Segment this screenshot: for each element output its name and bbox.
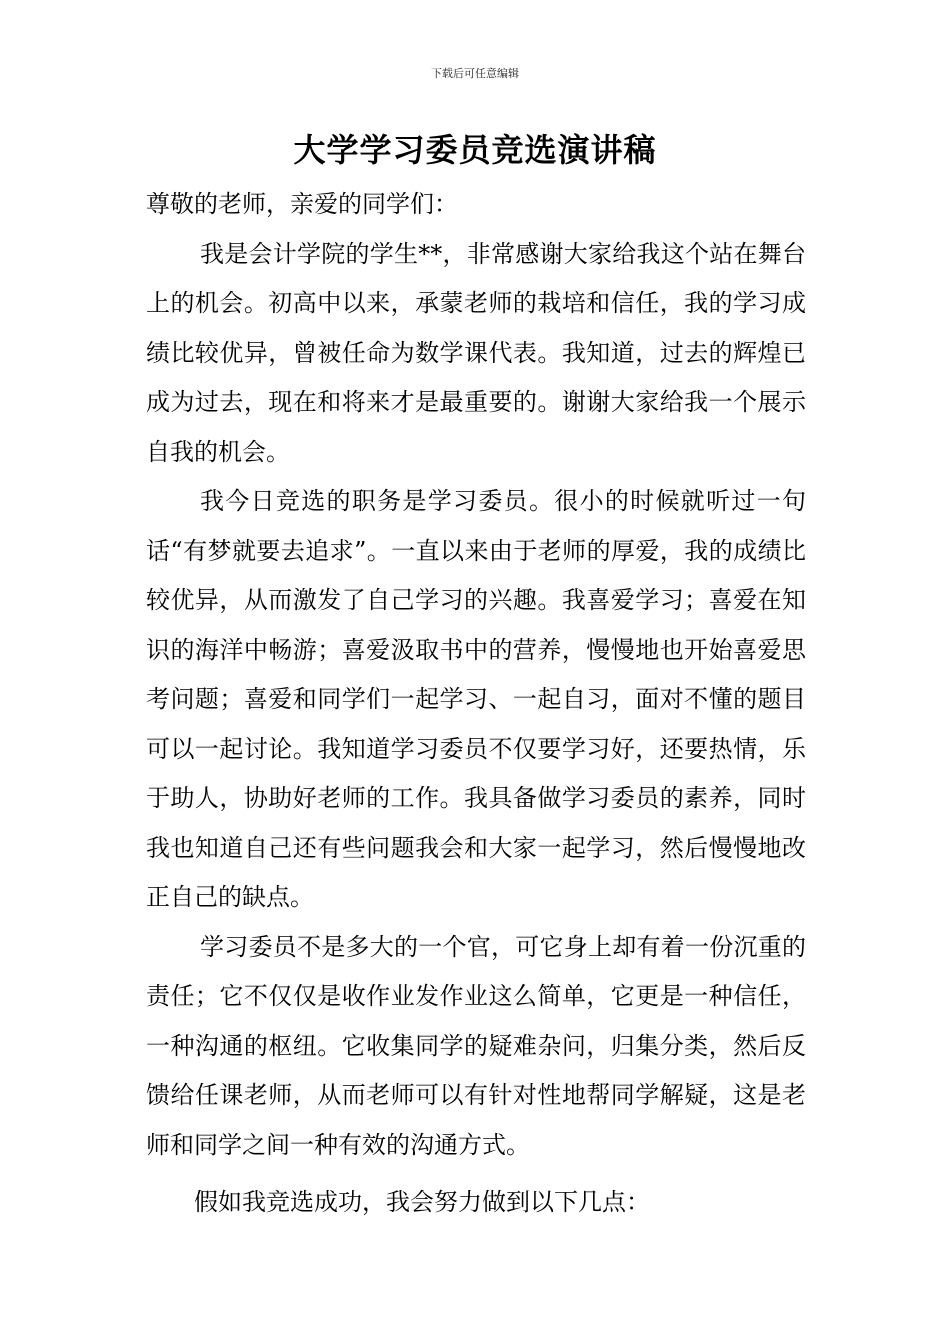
speech-body: [146, 180, 806, 1228]
salutation: 尊敬的老师，亲爱的同学们：: [146, 190, 458, 218]
closing-line: 假如我竞选成功，我会努力做到以下几点：: [194, 1188, 650, 1216]
paragraph: 学习委员不是多大的一个官，可它身上却有着一份沉重的责任；它不仅仅是收作业发作业这么简单，它更是一种信任，一种沟通的枢纽。它收集同学的疑难杂问，归集分类，然后反馈给任课老师，从而老师可以有针对性地帮同学解疑，这是老师和同学之间一种有效的沟通方式。: [146, 932, 806, 1159]
document-title: 大学学习委员竞选演讲稿: [293, 131, 657, 169]
paragraph: 我今日竞选的职务是学习委员。很小的时候就听过一句话“有梦就要去追求”。一直以来由于老师的厚爱，我的成绩比较优异，从而激发了自己学习的兴趣。我喜爱学习；喜爱在知识的海洋中畅游；喜爱汲取书中的营养，慢慢地也开始喜爱思考问题；喜爱和同学们一起学习、一起自习，面对不懂的题目可以一起讨论。我知道学习委员不仅要学习好，还要热情，乐于助人，协助好老师的工作。我具备做学习委员的素养，同时我也知道自己还有些问题我会和大家一起学习，然后慢慢地改正自己的缺点。: [146, 487, 806, 911]
paragraph: 我是会计学院的学生**，非常感谢大家给我这个站在舞台上的机会。初高中以来，承蒙老师的栽培和信任，我的学习成绩比较优异，曾被任命为数学课代表。我知道，过去的辉煌已成为过去，现在和将来才是最重要的。谢谢大家给我一个展示自我的机会。: [146, 239, 806, 466]
header-note: 下载后可任意编辑: [431, 67, 519, 80]
